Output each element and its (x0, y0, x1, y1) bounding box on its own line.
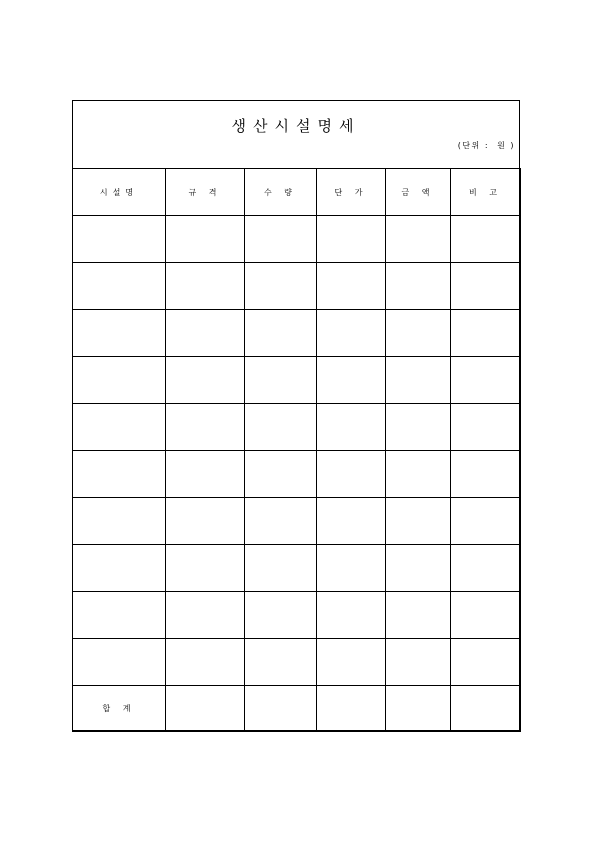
total-row (73, 686, 521, 732)
cell-amount[interactable] (386, 310, 451, 357)
cell-quantity[interactable] (245, 310, 317, 357)
cell-amount[interactable] (386, 639, 451, 686)
table-row (73, 498, 521, 545)
cell-facility-name[interactable] (73, 592, 166, 639)
cell-unit-price[interactable] (317, 263, 386, 310)
cell-spec[interactable] (166, 310, 245, 357)
total-remarks-cell[interactable] (451, 686, 521, 732)
cell-facility-name[interactable] (73, 498, 166, 545)
cell-spec[interactable] (166, 639, 245, 686)
table-header-row (73, 169, 521, 216)
cell-unit-price[interactable] (317, 216, 386, 263)
cell-facility-name[interactable] (73, 404, 166, 451)
table-row (73, 545, 521, 592)
table-row (73, 357, 521, 404)
cell-remarks[interactable] (451, 639, 521, 686)
header-facility-name: 시설명 (73, 169, 166, 216)
cell-unit-price[interactable] (317, 545, 386, 592)
cell-quantity[interactable] (245, 216, 317, 263)
title-area (73, 101, 519, 169)
cell-unit-price[interactable] (317, 451, 386, 498)
table-row (73, 592, 521, 639)
table-row (73, 310, 521, 357)
table-row (73, 639, 521, 686)
cell-amount[interactable] (386, 216, 451, 263)
cell-facility-name[interactable] (73, 545, 166, 592)
total-spec-cell[interactable] (166, 686, 245, 732)
cell-remarks[interactable] (451, 263, 521, 310)
cell-spec[interactable] (166, 357, 245, 404)
table-row (73, 404, 521, 451)
cell-remarks[interactable] (451, 451, 521, 498)
cell-spec[interactable] (166, 498, 245, 545)
header-amount: 금 액 (386, 169, 451, 216)
cell-quantity[interactable] (245, 592, 317, 639)
cell-unit-price[interactable] (317, 592, 386, 639)
cell-facility-name[interactable] (73, 310, 166, 357)
total-label: 합 계 (73, 686, 166, 732)
table-row (73, 451, 521, 498)
cell-facility-name[interactable] (73, 357, 166, 404)
cell-unit-price[interactable] (317, 639, 386, 686)
cell-remarks[interactable] (451, 498, 521, 545)
cell-spec[interactable] (166, 216, 245, 263)
cell-quantity[interactable] (245, 263, 317, 310)
cell-facility-name[interactable] (73, 263, 166, 310)
total-unit-price-cell[interactable] (317, 686, 386, 732)
cell-amount[interactable] (386, 592, 451, 639)
facility-table (72, 168, 521, 732)
facility-form (72, 100, 520, 731)
cell-spec[interactable] (166, 451, 245, 498)
header-remarks: 비 고 (451, 169, 521, 216)
cell-quantity[interactable] (245, 404, 317, 451)
header-spec: 규 격 (166, 169, 245, 216)
cell-quantity[interactable] (245, 498, 317, 545)
cell-remarks[interactable] (451, 216, 521, 263)
total-quantity-cell[interactable] (245, 686, 317, 732)
cell-amount[interactable] (386, 357, 451, 404)
cell-spec[interactable] (166, 592, 245, 639)
cell-facility-name[interactable] (73, 451, 166, 498)
unit-label: (단위 : 원 ) (457, 141, 515, 150)
cell-amount[interactable] (386, 545, 451, 592)
cell-remarks[interactable] (451, 404, 521, 451)
cell-amount[interactable] (386, 404, 451, 451)
cell-unit-price[interactable] (317, 357, 386, 404)
table-row (73, 216, 521, 263)
cell-quantity[interactable] (245, 639, 317, 686)
cell-amount[interactable] (386, 263, 451, 310)
cell-quantity[interactable] (245, 545, 317, 592)
cell-unit-price[interactable] (317, 498, 386, 545)
cell-remarks[interactable] (451, 545, 521, 592)
cell-remarks[interactable] (451, 310, 521, 357)
cell-remarks[interactable] (451, 592, 521, 639)
cell-quantity[interactable] (245, 451, 317, 498)
cell-amount[interactable] (386, 498, 451, 545)
table-row (73, 263, 521, 310)
header-quantity: 수 량 (245, 169, 317, 216)
cell-remarks[interactable] (451, 357, 521, 404)
cell-amount[interactable] (386, 451, 451, 498)
cell-facility-name[interactable] (73, 639, 166, 686)
total-amount-cell[interactable] (386, 686, 451, 732)
cell-spec[interactable] (166, 404, 245, 451)
cell-quantity[interactable] (245, 357, 317, 404)
cell-spec[interactable] (166, 545, 245, 592)
cell-facility-name[interactable] (73, 216, 166, 263)
cell-spec[interactable] (166, 263, 245, 310)
page-title: 생산시설명세 (231, 117, 361, 135)
cell-unit-price[interactable] (317, 310, 386, 357)
cell-unit-price[interactable] (317, 404, 386, 451)
header-unit-price: 단 가 (317, 169, 386, 216)
